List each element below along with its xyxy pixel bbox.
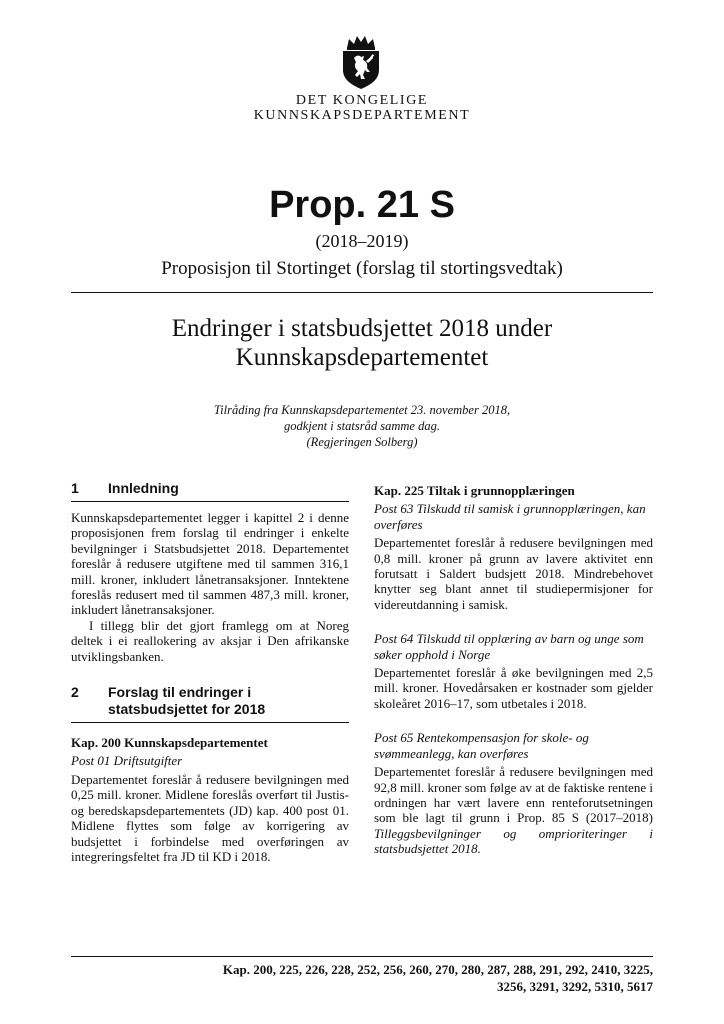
kap-225-post-65-italic: Tilleggsbevilgninger og omprioriteringer i statsbudsjettet 2018. [374, 825, 653, 857]
ministry-name-line1: DET KONGELIGE [295, 93, 429, 108]
proposition-subtitle: Proposisjon til Stortinget (forslag til stortingsvedtak) [161, 258, 563, 279]
section-1-heading [71, 480, 349, 502]
recommendation-note [0, 402, 724, 450]
document-title-line2: Kunnskapsdepartementet [235, 344, 489, 371]
right-column [374, 480, 653, 857]
kap-225-heading: Kap. 225 Tiltak i grunnopplæringen [374, 483, 575, 498]
kap-200-heading: Kap. 200 Kunnskapsdepartementet [71, 735, 268, 751]
kap-225-post-65-text [374, 764, 653, 856]
section-2-title [108, 684, 265, 718]
document-title [0, 314, 724, 372]
norwegian-coat-of-arms-icon [337, 34, 385, 90]
footer-chapter-list-line2: 3256, 3291, 3292, 5310, 5617 [497, 979, 653, 994]
section-1-paragraph-1: Kunnskapsdepartementet legger i kapittel 2 i denne proposisjonen frem forslag til endringer i enkelte bevilgninger i Statsbudsjettet 2018. Departementet foreslår å redusere utgiftene med til sammen 316,1 mill. kroner, inkludert lånetransaksjoner. Inntektene foreslås redusert med til sammen 487,3 mill. kroner, inkludert lånetransaksjoner. [71, 510, 349, 618]
footer-divider [71, 956, 653, 957]
footer-chapter-list [71, 961, 653, 995]
ministry-name-line2: KUNNSKAPSDEPARTEMENT [253, 108, 471, 123]
kap-225-post-63-text: Departementet foreslår å redusere bevilgningen med 0,8 mill. kroner på grunn av lavere aktivitet enn forutsatt i Saldert budsjett 2018. Mindrebehovet knytter seg blant annet til studiepermisjoner for videreutdanning i samisk. [374, 535, 653, 612]
kap-225-post-65-text-body: Departementet foreslår å redusere bevilgningen med 92,8 mill. kroner som følge av at de faktiske rentene i ordningen har vært lavere enn renteforutsetningen som ble lagt til grunn i Prop. 85 S (2017–2018) [374, 764, 653, 826]
section-2-number: 2 [71, 684, 79, 701]
section-2-title-line1: Forslag til endringer i [108, 684, 252, 701]
kap-225-post-63: Post 63 Tilskudd til samisk i grunnopplæringen, kan overføres [374, 501, 646, 532]
section-1-paragraph-2: I tillegg blir det gjort framlegg om at Noreg deltek i ei reallokering av aksjar i Den afrikanske utviklingsbanken. [71, 617, 349, 664]
kap-200-text: Departementet foreslår å redusere bevilgningen med 0,25 mill. kroner. Midlene foreslås overført til Justis- og beredskapsdepartementets (JD) kap. 400 post 01. Midlene flyttes som følge av korrigering av budsjettet i forbindelse med overføringen av integreringsfeltet fra JD til KD i 2018. [71, 771, 349, 864]
document-title-line1: Endringer i statsbudsjettet 2018 under [171, 315, 553, 342]
kap-200-post-01: Post 01 Driftsutgifter [71, 753, 183, 769]
proposition-title: Prop. 21 S [269, 184, 455, 226]
section-1-number: 1 [71, 480, 79, 496]
kap-225-post-65: Post 65 Rentekompensasjon for skole- og svømmeanlegg, kan overføres [374, 730, 589, 761]
footer-chapter-list-line1: Kap. 200, 225, 226, 228, 252, 256, 260, 270, 280, 287, 288, 291, 292, 2410, 3225, [222, 962, 653, 977]
left-column [71, 480, 349, 864]
proposition-session: (2018–2019) [315, 231, 409, 251]
title-divider [71, 292, 653, 293]
kap-225-post-64: Post 64 Tilskudd til opplæring av barn og unge som søker opphold i Norge [374, 631, 644, 662]
section-1-title: Innledning [108, 480, 179, 496]
recommendation-line3: (Regjeringen Solberg) [306, 435, 418, 449]
recommendation-line1: Tilråding fra Kunnskapsdepartementet 23. november 2018, [213, 403, 511, 417]
section-2-title-line2: statsbudsjettet for 2018 [108, 701, 266, 718]
recommendation-line2: godkjent i statsråd samme dag. [284, 419, 440, 433]
section-2-heading [71, 684, 349, 723]
kap-225-post-64-text: Departementet foreslår å øke bevilgningen med 2,5 mill. kroner. Hovedårsaken er kostnader som gjelder skoleåret 2016–17, som utbetales i 2018. [374, 665, 653, 711]
